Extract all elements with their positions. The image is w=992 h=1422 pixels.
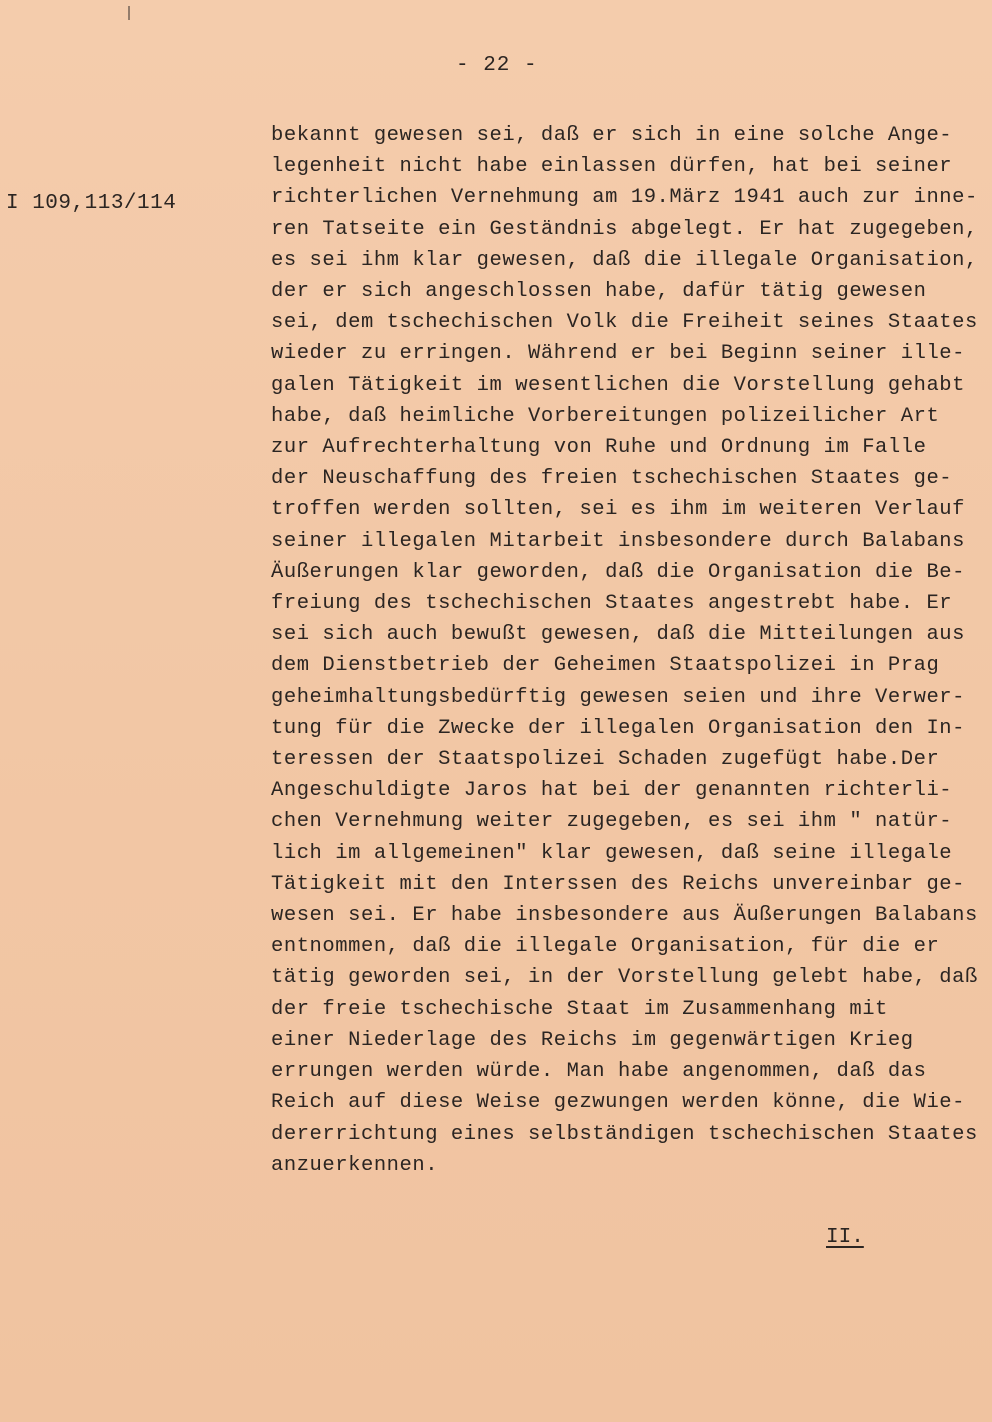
text-line: es sei ihm klar gewesen, daß die illegale Organisation,: [271, 248, 978, 272]
text-line: Äußerungen klar geworden, daß die Organisation die Be-: [271, 560, 966, 584]
text-line: Tätigkeit mit den Interssen des Reichs unvereinbar ge-: [271, 872, 966, 896]
text-line: sei sich auch bewußt gewesen, daß die Mitteilungen aus: [271, 623, 966, 647]
text-line: geheimhaltungsbedürftig gewesen seien und ihre Verwer-: [271, 685, 966, 709]
body-text: [271, 120, 981, 1181]
text-line: legenheit nicht habe einlassen dürfen, hat bei seiner: [271, 155, 953, 179]
text-line: bekannt gewesen sei, daß er sich in eine solche Ange-: [271, 124, 953, 147]
text-line: entnommen, daß die illegale Organisation, für die er: [271, 935, 940, 959]
text-line: ren Tatseite ein Geständnis abgelegt. Er hat zugegeben,: [271, 217, 978, 241]
text-line: der Neuschaffung des freien tschechischen Staates ge-: [271, 467, 953, 491]
text-line: zur Aufrechterhaltung von Ruhe und Ordnung im Falle: [271, 436, 927, 460]
text-line: dem Dienstbetrieb der Geheimen Staatspolizei in Prag: [271, 654, 940, 678]
text-line: wieder zu erringen. Während er bei Beginn seiner ille-: [271, 342, 966, 366]
text-line: der freie tschechische Staat im Zusammenhang mit: [271, 997, 888, 1021]
page-number: - 22 -: [456, 54, 538, 77]
text-line: troffen werden sollten, sei es ihm im weiteren Verlauf: [271, 498, 966, 522]
margin-tick-mark: [128, 6, 130, 20]
text-line: Reich auf diese Weise gezwungen werden könne, die Wie-: [271, 1091, 966, 1115]
text-line: galen Tätigkeit im wesentlichen die Vorstellung gehabt: [271, 373, 966, 397]
text-line: tung für die Zwecke der illegalen Organisation den In-: [271, 716, 966, 740]
text-line: dererrichtung eines selbständigen tschechischen Staates: [271, 1122, 978, 1146]
text-line: der er sich angeschlossen habe, dafür tätig gewesen: [271, 280, 927, 304]
continuation-marker: II.: [826, 1226, 864, 1249]
margin-reference: I 109,113/114: [6, 192, 177, 215]
text-line: wesen sei. Er habe insbesondere aus Äußerungen Balabans: [271, 904, 978, 928]
text-line: tätig geworden sei, in der Vorstellung gelebt habe, daß: [271, 966, 978, 990]
text-line: seiner illegalen Mitarbeit insbesondere durch Balabans: [271, 529, 966, 553]
text-line: habe, daß heimliche Vorbereitungen polizeilicher Art: [271, 404, 940, 428]
text-line: lich im allgemeinen" klar gewesen, daß seine illegale: [271, 841, 953, 865]
text-line: anzuerkennen.: [271, 1153, 439, 1177]
text-line: richterlichen Vernehmung am 19.März 1941 auch zur inne-: [271, 186, 978, 210]
text-line: sei, dem tschechischen Volk die Freiheit seines Staates: [271, 311, 978, 335]
text-line: chen Vernehmung weiter zugegeben, es sei ihm " natür-: [271, 810, 953, 834]
text-line: teressen der Staatspolizei Schaden zugefügt habe.Der: [271, 748, 940, 772]
text-line: errungen werden würde. Man habe angenommen, daß das: [271, 1060, 927, 1084]
text-line: freiung des tschechischen Staates angestrebt habe. Er: [271, 592, 953, 616]
text-line: einer Niederlage des Reichs im gegenwärtigen Krieg: [271, 1028, 914, 1052]
text-line: Angeschuldigte Jaros hat bei der genannten richterli-: [271, 779, 953, 803]
